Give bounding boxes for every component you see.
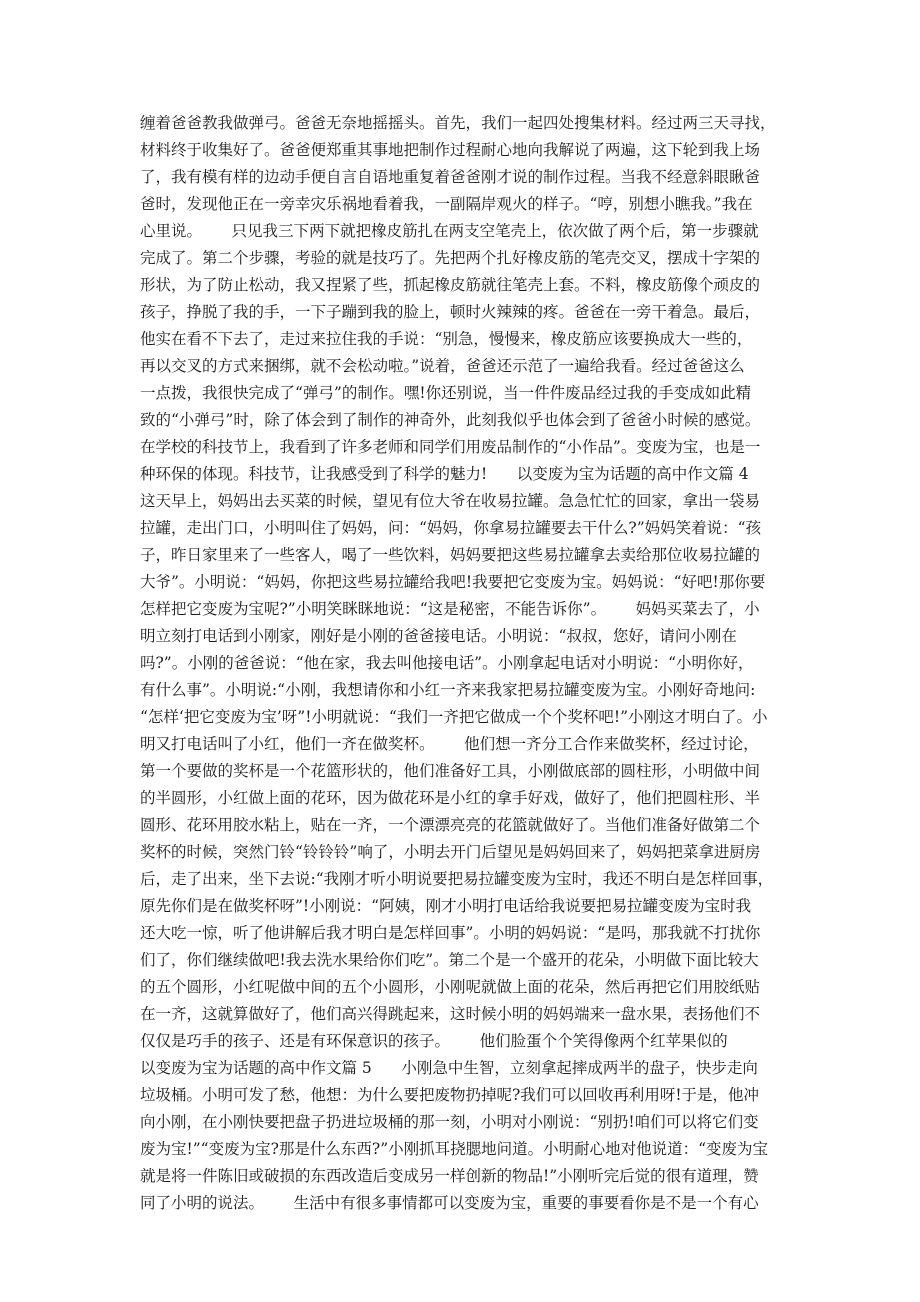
text-line: 孩子，挣脱了我的手，一下子蹦到我的脸上，顿时火辣辣的疼。爸爸在一旁干着急。最后，: [140, 303, 761, 321]
text-line: 仅仅是巧手的孩子、还是有环保意识的孩子。 他们脸蛋个个笑得像两个红苹果似的: [140, 1032, 728, 1050]
text-line: 这天早上，妈妈出去买菜的时候，望见有位大爷在收易拉罐。急急忙忙的回家，拿出一袋易: [140, 492, 761, 510]
text-line: 第一个要做的奖杯是一个花篮形状的，他们准备好工具，小刚做底部的圆柱形，小明做中间: [140, 762, 761, 780]
text-line: 的半圆形，小红做上面的花环，因为做花环是小红的拿手好戏，做好了，他们把圆柱形、半: [140, 789, 761, 807]
text-line: 的五个圆形，小红呢做中间的五个小圆形，小刚呢就做上面的花朵，然后再把它们用胶纸贴: [140, 978, 761, 996]
text-line: 致的“小弹弓”时，除了体会到了制作的神奇外，此刻我似乎也体会到了爸爸小时候的感觉。: [140, 411, 761, 429]
text-line: 垃圾桶。小明可发了愁，他想：为什么要把废物扔掉呢?我们可以回收再利用呀!于是，他冲: [140, 1086, 760, 1104]
text-line: “怎样‘把它变废为宝’呀”!小明就说：“我们一齐把它做成一个个奖杯吧!”小刚这才明白了。小: [140, 708, 768, 726]
text-line: 大爷”。小明说：“妈妈，你把这些易拉罐给我吧!我要把它变废为宝。妈妈说：“好吧!那你要: [140, 573, 766, 591]
text-line: 子，昨日家里来了一些客人，喝了一些饮料，妈妈要把这些易拉罐拿去卖给那位收易拉罐的: [140, 546, 761, 564]
text-line: 了，我有模有样的边动手便自言自语地重复着爸爸刚才说的制作过程。当我不经意斜眼瞅爸: [140, 168, 761, 186]
text-line: 种环保的体现。科技节，让我感受到了科学的魅力! 以变废为宝为话题的高中作文篇 4: [140, 465, 749, 483]
text-line: 原先你们是在做奖杯呀”!小刚说：“阿姨，刚才小明打电话给我说要把易拉罐变废为宝时我: [140, 897, 752, 915]
text-line: 就是将一件陈旧或破损的东西改造后变成另一样创新的物品!”小刚听完后觉的很有道理，赞: [140, 1167, 759, 1185]
text-line: 材料终于收集好了。爸爸便郑重其事地把制作过程耐心地向我解说了两遍，这下轮到我上场: [140, 141, 761, 159]
text-line: 怎样把它变废为宝呢?”小明笑眯眯地说：“这是秘密，不能告诉你”。 妈妈买菜去了，小: [140, 600, 760, 618]
text-line: 在学校的科技节上，我看到了许多老师和同学们用废品制作的“小作品”。变废为宝，也是一: [140, 438, 761, 456]
text-line: 明立刻打电话到小刚家，刚好是小刚的爸爸接电话。小明说：“叔叔，您好，请问小刚在: [140, 627, 737, 645]
text-line: 们了，你们继续做吧!我去洗水果给你们吃”。第二个是一个盛开的花朵，小明做下面比较大: [140, 951, 759, 969]
document-body: [140, 110, 800, 1217]
text-line: 他实在看不下去了，走过来拉住我的手说：“别急，慢慢来，橡皮筋应该要换成大一些的，: [140, 330, 753, 348]
text-line: 有什么事”。小明说:“小刚，我想请你和小红一齐来我家把易拉罐变废为宝。小刚好奇地问:: [140, 681, 756, 699]
text-line: 同了小明的说法。 生活中有很多事情都可以变废为宝，重要的事要看你是不是一个有心: [140, 1194, 759, 1212]
text-line: 吗?”。小刚的爸爸说：“他在家，我去叫他接电话”。小刚拿起电话对小明说：“小明你好，: [140, 654, 754, 672]
text-line: 一点拨，我很快完成了“弹弓”的制作。嘿!你还别说，当一件件废品经过我的手变成如此精: [140, 384, 752, 402]
text-line: 拉罐，走出门口，小明叫住了妈妈，问：“妈妈，你拿易拉罐要去干什么?”妈妈笑着说：“孩: [140, 519, 762, 537]
text-line: 还大吃一惊，听了他讲解后我才明白是怎样回事”。小明的妈妈说：“是吗，那我就不打扰你: [140, 924, 761, 942]
text-line: 爸时，发现他正在一旁幸灾乐祸地看着我，一副隔岸观火的样子。“哼，别想小瞧我。”我在: [140, 195, 753, 213]
text-line: 废为宝!”“变废为宝?那是什么东西?”小刚抓耳挠腮地问道。小明耐心地对他说道：“变废为宝: [140, 1140, 769, 1158]
text-line: 心里说。 只见我三下两下就把橡皮筋扎在两支空笔壳上，依次做了两个后，第一步骤就: [140, 222, 759, 240]
text-line: 后，走了出来，坐下去说:“我刚才听小明说要把易拉罐变废为宝时，我还不明白是怎样回事，: [140, 870, 774, 888]
text-line: 缠着爸爸教我做弹弓。爸爸无奈地摇摇头。首先，我们一起四处搜集材料。经过两三天寻找，: [140, 114, 776, 132]
text-line: 完成了。第二个步骤，考验的就是技巧了。先把两个扎好橡皮筋的笔壳交叉，摆成十字架的: [140, 249, 761, 267]
text-line: 形状，为了防止松动，我又捏紧了些，抓起橡皮筋就往笔壳上套。不料，橡皮筋像个顽皮的: [140, 276, 761, 294]
text-line: 以变废为宝为话题的高中作文篇 5 小刚急中生智，立刻拿起摔成两半的盘子，快步走向: [140, 1059, 758, 1077]
text-line: 圆形、花环用胶水粘上，贴在一齐，一个漂漂亮亮的花篮就做好了。当他们准备好做第二个: [140, 816, 761, 834]
text-line: 向小刚，在小刚快要把盘子扔进垃圾桶的那一刻，小明对小刚说：“别扔!咱们可以将它们变: [140, 1113, 759, 1131]
text-line: 明又打电话叫了小红，他们一齐在做奖杯。 他们想一齐分工合作来做奖杯，经过讨论，: [140, 735, 759, 753]
text-line: 奖杯的时候，突然门铃“铃铃铃”响了，小明去开门后望见是妈妈回来了，妈妈把菜拿进厨房: [140, 843, 761, 861]
text-line: 再以交叉的方式来捆绑，就不会松动啦。”说着，爸爸还示范了一遍给我看。经过爸爸这么: [140, 357, 745, 375]
text-line: 在一齐，这就算做好了，他们高兴得跳起来，这时候小明的妈妈端来一盘水果，表扬他们不: [140, 1005, 761, 1023]
